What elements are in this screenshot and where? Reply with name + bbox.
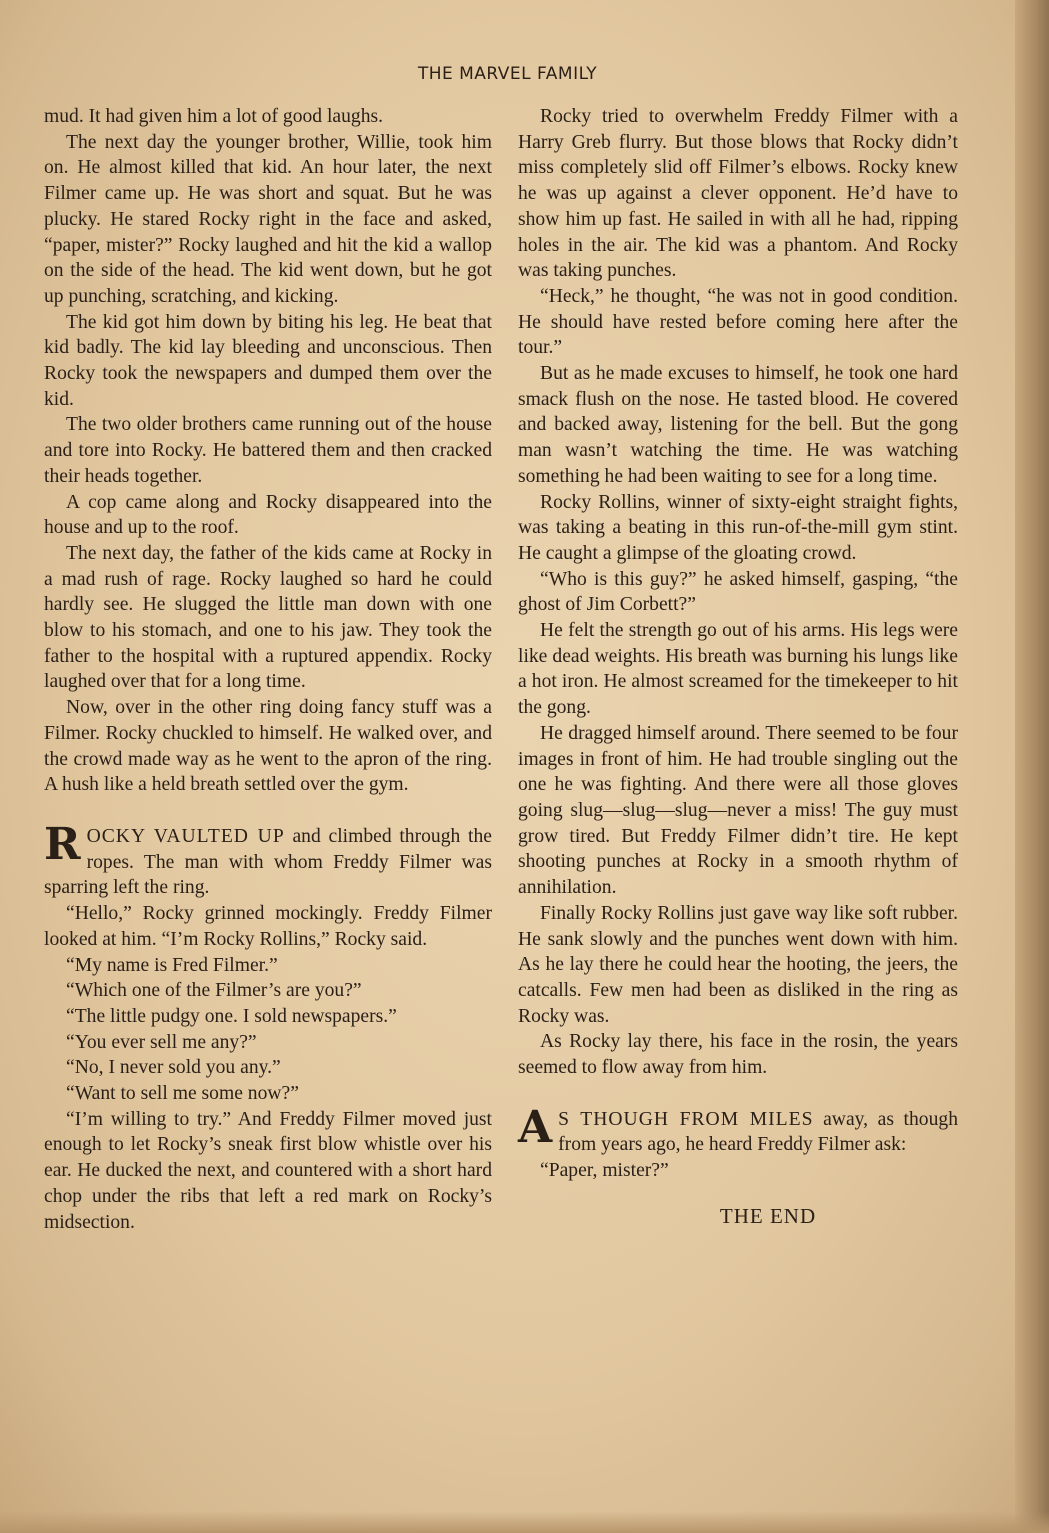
- paragraph: The kid got him down by biting his leg. He beat that kid badly. The kid lay bleeding and unconscious. Then Rocky took the newspapers and dumped them over the kid.: [44, 311, 492, 410]
- page-bottom-edge: [0, 1511, 1049, 1533]
- running-head: THE MARVEL FAMILY: [417, 64, 598, 84]
- paragraph: “Paper, mister?”: [540, 1160, 669, 1182]
- section-lead-in: S THOUGH FROM MILES: [558, 1108, 814, 1130]
- paragraph: “Which one of the Filmer’s are you?”: [66, 980, 362, 1002]
- paragraph: “Want to sell me some now?”: [66, 1083, 299, 1105]
- paragraph: He dragged himself around. There seemed to be four images in front of him. He had trouble singling out the one he was fighting. And there were all those gloves going slug—slug—slug—never a miss! The guy must grow tired. But Freddy Filmer didn’t tire. He kept shooting punches at Rocky in a smooth rhythm of annihilation.: [518, 722, 958, 899]
- paragraph: Now, over in the other ring doing fancy stuff was a Filmer. Rocky chuckled to himself. He walked over, and the crowd made way as he went to the apron of the ring. A hush like a held breath settled over the gym.: [44, 697, 492, 796]
- section-opening-paragraph: [518, 1101, 958, 1158]
- paragraph: But as he made excuses to himself, he took one hard smack flush on the nose. He tasted blood. He covered and backed away, listening for the bell. But the gong man wasn’t watching the time. He was watching something he had been waiting to see for a long time.: [518, 363, 958, 487]
- the-end-label: THE END: [719, 1203, 817, 1228]
- section-lead-rest: and climbed through the ropes. The man with whom Freddy Filmer was sparring left the ring.: [44, 825, 492, 899]
- paragraph: “You ever sell me any?”: [66, 1031, 257, 1053]
- paragraph: A cop came along and Rocky disappeared into the house and up to the roof.: [44, 491, 492, 539]
- paragraph: Rocky Rollins, winner of sixty-eight straight fights, was taking a beating in this run-of-the-mill gym stint. He caught a glimpse of the gloating crowd.: [518, 491, 958, 564]
- section-lead-rest: away, as though from years ago, he heard Freddy Filmer ask:: [558, 1108, 958, 1156]
- section-lead-in: OCKY VAULTED UP: [86, 825, 285, 847]
- paragraph: “Who is this guy?” he asked himself, gasping, “the ghost of Jim Corbett?”: [518, 568, 958, 616]
- paragraph: “I’m willing to try.” And Freddy Filmer moved just enough to let Rocky’s sneak first blow whistle over his ear. He ducked the next, and countered with a short hard chop under the ribs that left a red mark on Rocky’s midsection.: [44, 1108, 492, 1233]
- paragraph: “The little pudgy one. I sold newspapers.”: [66, 1005, 397, 1027]
- section-break: [518, 1081, 958, 1107]
- paragraph: “My name is Fred Filmer.”: [66, 954, 278, 976]
- section-opening-paragraph: [44, 818, 492, 901]
- drop-cap: R: [44, 818, 81, 870]
- paragraph: “No, I never sold you any.”: [66, 1057, 281, 1079]
- page-spine-shadow: [1015, 0, 1049, 1533]
- paragraph: He felt the strength go out of his arms. His legs were like dead weights. His breath was burning his lungs like a hot iron. He almost screamed for the timekeeper to hit the gong.: [518, 620, 958, 719]
- paragraph: “Heck,” he thought, “he was not in good condition. He should have rested before coming here after the tour.”: [518, 285, 958, 359]
- paragraph: The next day, the father of the kids came at Rocky in a mad rush of rage. Rocky laughed so hard he could hardly see. He slugged the little man down with one blow to his stomach, and one to his jaw. They took the father to the hospital with a ruptured appendix. Rocky laughed over that for a long time.: [44, 542, 492, 693]
- paragraph: mud. It had given him a lot of good laughs.: [44, 106, 384, 127]
- paragraph: Finally Rocky Rollins just gave way like soft rubber. He sank slowly and the punches went down with him. As he lay there he could hear the hooting, the jeers, the catcalls. Few men had been as disliked in the ring as Rocky was.: [518, 902, 958, 1027]
- drop-cap: A: [518, 1101, 553, 1153]
- right-column: [518, 104, 958, 1230]
- paragraph: The next day the younger brother, Willie, took him on. He almost killed that kid. An hour later, the next Filmer came up. He was short and squat. But he was plucky. He stared Rocky right in the face and asked, “paper, mister?” Rocky laughed and hit the kid a wallop on the side of the head. The kid went down, but he got up punching, scratching, and kicking.: [44, 131, 492, 307]
- paragraph: “Hello,” Rocky grinned mockingly. Freddy Filmer looked at him. “I’m Rocky Rollins,” Rocky said.: [44, 903, 492, 950]
- paragraph: Rocky tried to overwhelm Freddy Filmer with a Harry Greb flurry. But those blows that Rocky didn’t miss completely slid off Filmer’s elbows. Rocky knew he was up against a clever opponent. He’d have to show him up fast. He sailed in with all he had, ripping holes in the air. The kid was a phantom. And Rocky was taking punches.: [518, 106, 958, 282]
- left-column: [44, 104, 492, 1235]
- section-break: [44, 798, 492, 824]
- paragraph: The two older brothers came running out of the house and tore into Rocky. He battered them and then cracked their heads together.: [44, 414, 492, 487]
- paragraph: As Rocky lay there, his face in the rosin, the years seemed to flow away from him.: [518, 1031, 958, 1079]
